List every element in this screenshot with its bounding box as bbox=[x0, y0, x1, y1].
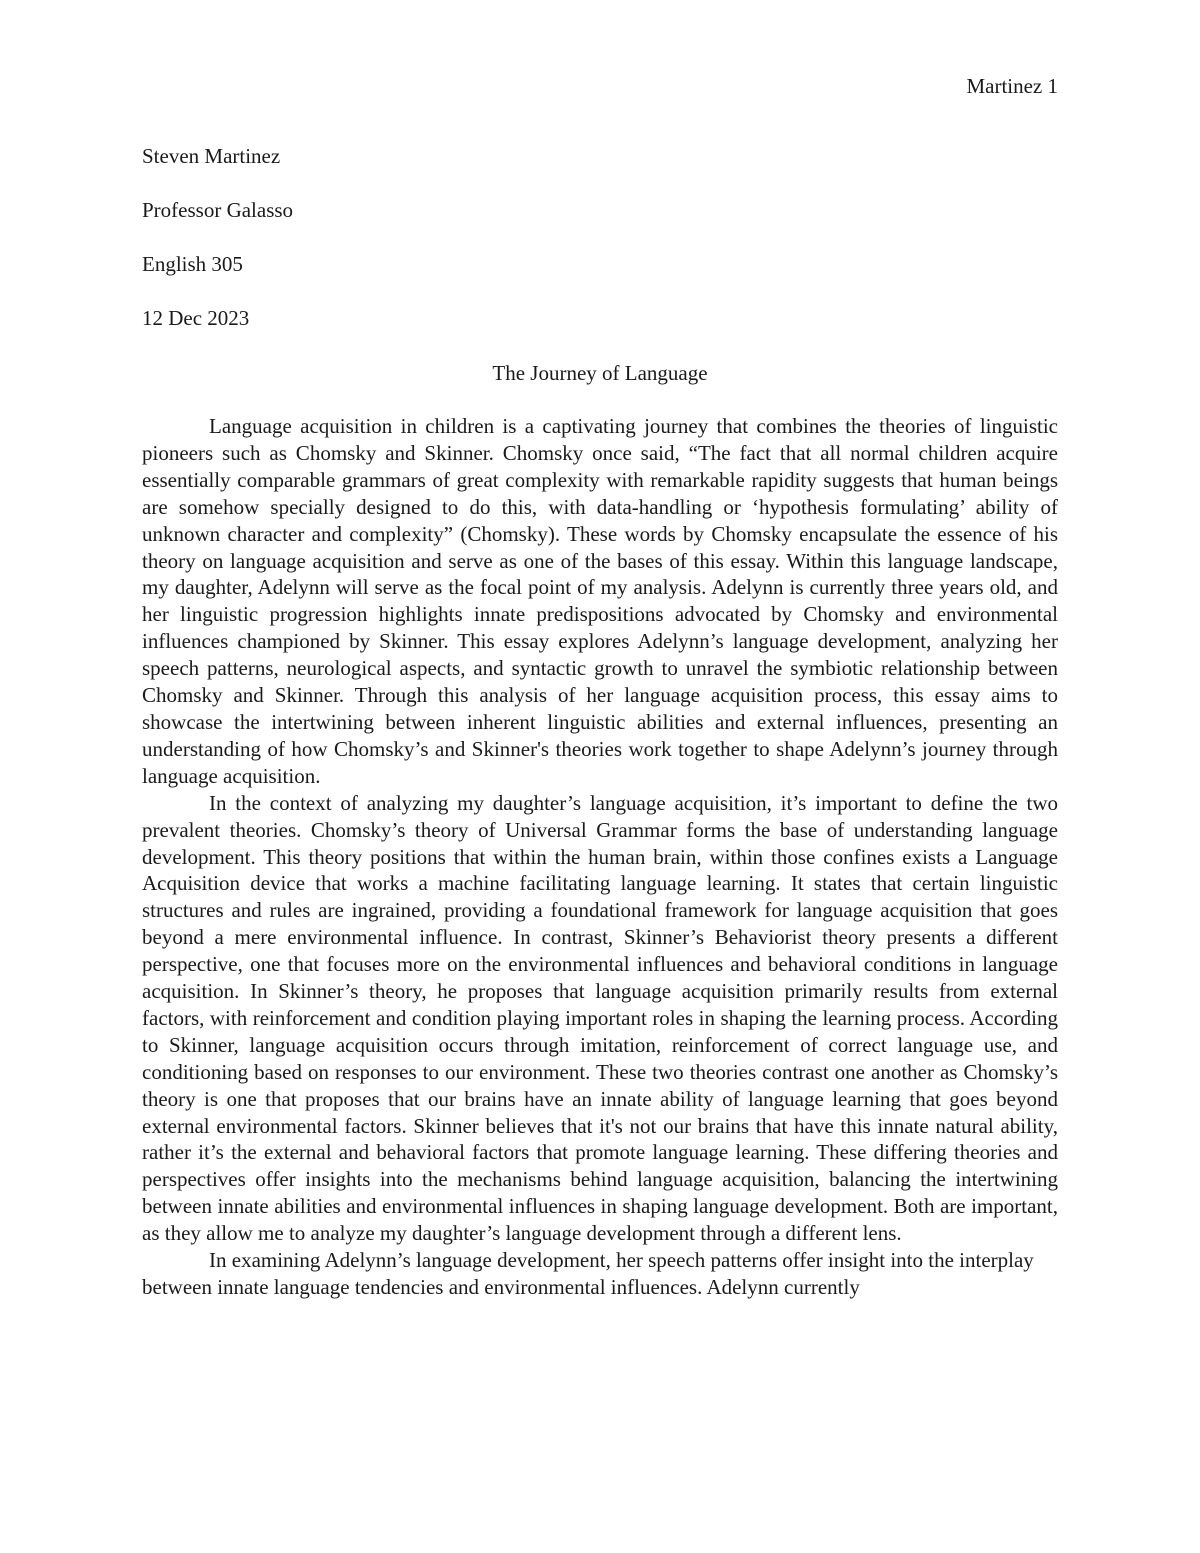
paragraph-3: In examining Adelynn’s language development, her speech patterns offer insight into the interplay between innate language tendencies and environmental influences. Adelynn currently bbox=[142, 1248, 1034, 1299]
professor-name: Professor Galasso bbox=[142, 198, 294, 222]
running-head: Martinez 1 bbox=[966, 74, 1058, 98]
essay-date: 12 Dec 2023 bbox=[142, 306, 250, 330]
mla-heading bbox=[142, 143, 1058, 359]
paragraph-2: In the context of analyzing my daughter’s language acquisition, it’s important to define the two prevalent theories. Chomsky’s theory of Universal Grammar forms the base of understanding language development. This theory positions that within the human brain, within those confines exists a Language Acquisition device that works a machine facilitating language learning. It states that certain linguistic structures and rules are ingrained, providing a foundational framework for language acquisition that goes beyond a mere environmental influence. In contrast, Skinner’s Behaviorist theory presents a different perspective, one that focuses more on the environmental influences and behavioral conditions in language acquisition. In Skinner’s theory, he proposes that language acquisition primarily results from external factors, with reinforcement and condition playing important roles in shaping the learning process. According to Skinner, language acquisition occurs through imitation, reinforcement of correct language use, and conditioning based on responses to our environment. These two theories contrast one another as Chomsky’s theory is one that proposes that our brains have an innate ability of language learning that goes beyond external environmental factors. Skinner believes that it's not our brains that have this innate natural ability, rather it’s the external and behavioral factors that promote language learning. These differing theories and perspectives offer insights into the mechanisms behind language acquisition, balancing the intertwining between innate abilities and environmental influences in shaping language development. Both are important, as they allow me to analyze my daughter’s language development through a different lens. bbox=[142, 790, 1058, 1246]
paragraph-1: Language acquisition in children is a captivating journey that combines the theories of linguistic pioneers such as Chomsky and Skinner. Chomsky once said, “The fact that all normal children acquire essentially comparable grammars of great complexity with remarkable rapidity suggests that human beings are somehow specially designed to do this, with data-handling or ‘hypothesis formulating’ ability of unknown character and complexity” (Chomsky). These words by Chomsky encapsulate the essence of his theory on language acquisition and serve as one of the bases of this essay. Within this language landscape, my daughter, Adelynn will serve as the focal point of my analysis. Adelynn is currently three years old, and her linguistic progression highlights innate predispositions advocated by Chomsky and environmental influences championed by Skinner. This essay explores Adelynn’s language development, analyzing her speech patterns, neurological aspects, and syntactic growth to unravel the symbiotic relationship between Chomsky and Skinner. Through this analysis of her language acquisition process, this essay aims to showcase the intertwining between inherent linguistic abilities and external influences, presenting an understanding of how Chomsky’s and Skinner's theories work together to shape Adelynn’s journey through language acquisition. bbox=[142, 414, 1058, 788]
essay-title: The Journey of Language bbox=[492, 361, 708, 385]
essay-body bbox=[142, 413, 1058, 1301]
course-name: English 305 bbox=[142, 252, 243, 276]
student-name: Steven Martinez bbox=[142, 144, 281, 168]
